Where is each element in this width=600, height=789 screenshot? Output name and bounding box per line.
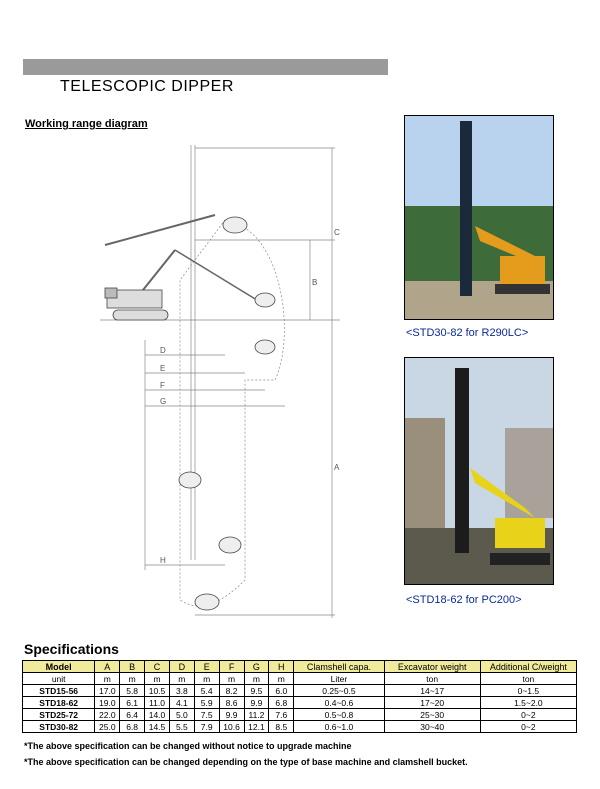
model-cell: STD30-82 xyxy=(23,721,95,733)
table-cell: 3.8 xyxy=(169,685,194,697)
dim-label-e: E xyxy=(160,364,166,373)
unit-cell: m xyxy=(169,673,194,685)
table-cell: 22.0 xyxy=(95,709,120,721)
unit-cell: m xyxy=(95,673,120,685)
table-cell: 0~2 xyxy=(480,721,576,733)
table-cell: 5.0 xyxy=(169,709,194,721)
unit-cell: m xyxy=(244,673,269,685)
working-range-diagram xyxy=(95,140,345,620)
table-cell: 1.5~2.0 xyxy=(480,697,576,709)
diagram-drawing xyxy=(95,140,345,620)
header-d: D xyxy=(169,661,194,673)
unit-cell: m xyxy=(145,673,170,685)
table-cell: 6.1 xyxy=(120,697,145,709)
unit-cell: m xyxy=(219,673,244,685)
table-cell: 8.6 xyxy=(219,697,244,709)
table-cell: 11.2 xyxy=(244,709,269,721)
table-cell: 6.8 xyxy=(120,721,145,733)
photo-std30-82 xyxy=(404,115,554,320)
header-a: A xyxy=(95,661,120,673)
table-cell: 4.1 xyxy=(169,697,194,709)
table-cell: 10.5 xyxy=(145,685,170,697)
unit-cell: m xyxy=(194,673,219,685)
table-cell: 30~40 xyxy=(384,721,480,733)
table-cell: 0.25~0.5 xyxy=(294,685,384,697)
header-c: C xyxy=(145,661,170,673)
header-model: Model xyxy=(23,661,95,673)
specifications-table xyxy=(22,660,577,733)
table-cell: 25.0 xyxy=(95,721,120,733)
header-excavator-weight: Excavator weight xyxy=(384,661,480,673)
header-additional-weight: Additional C/weight xyxy=(480,661,576,673)
dim-label-d: D xyxy=(160,346,166,355)
dim-label-c: C xyxy=(334,228,340,237)
table-cell: 9.5 xyxy=(244,685,269,697)
header-g: G xyxy=(244,661,269,673)
table-cell: 0.4~0.6 xyxy=(294,697,384,709)
table-row xyxy=(23,721,577,733)
header-e: E xyxy=(194,661,219,673)
table-cell: 7.6 xyxy=(269,709,294,721)
photo-caption-1: <STD30-82 for R290LC> xyxy=(406,327,529,339)
unit-cell: m xyxy=(269,673,294,685)
table-cell: 14.5 xyxy=(145,721,170,733)
table-cell: 14.0 xyxy=(145,709,170,721)
table-cell: 17.0 xyxy=(95,685,120,697)
table-cell: 7.9 xyxy=(194,721,219,733)
table-cell: 19.0 xyxy=(95,697,120,709)
table-cell: 6.0 xyxy=(269,685,294,697)
table-cell: 12.1 xyxy=(244,721,269,733)
table-cell: 5.8 xyxy=(120,685,145,697)
table-cell: 5.5 xyxy=(169,721,194,733)
page-title: TELESCOPIC DIPPER xyxy=(60,78,234,95)
model-cell: STD25-72 xyxy=(23,709,95,721)
table-cell: 11.0 xyxy=(145,697,170,709)
table-row xyxy=(23,697,577,709)
table-row xyxy=(23,685,577,697)
model-cell: STD15-56 xyxy=(23,685,95,697)
table-cell: 14~17 xyxy=(384,685,480,697)
header-f: F xyxy=(219,661,244,673)
top-bar xyxy=(23,59,388,75)
table-header-row xyxy=(23,661,577,673)
table-unit-row xyxy=(23,673,577,685)
footnote-2: *The above specification can be changed depending on the type of base machine and clamshell bucket. xyxy=(24,757,468,767)
table-cell: 8.2 xyxy=(219,685,244,697)
photo-std18-62 xyxy=(404,357,554,585)
specifications-heading: Specifications xyxy=(24,641,119,657)
table-cell: 5.9 xyxy=(194,697,219,709)
unit-cell: m xyxy=(120,673,145,685)
dim-label-f: F xyxy=(160,381,165,390)
unit-cell: Liter xyxy=(294,673,384,685)
table-cell: 0.6~1.0 xyxy=(294,721,384,733)
header-clamshell: Clamshell capa. xyxy=(294,661,384,673)
table-cell: 7.5 xyxy=(194,709,219,721)
table-row xyxy=(23,709,577,721)
header-h: H xyxy=(269,661,294,673)
table-cell: 0~1.5 xyxy=(480,685,576,697)
excavator-base xyxy=(105,288,168,320)
dim-label-h: H xyxy=(160,556,166,565)
table-cell: 25~30 xyxy=(384,709,480,721)
table-cell: 17~20 xyxy=(384,697,480,709)
unit-cell: ton xyxy=(480,673,576,685)
photo-caption-2: <STD18-62 for PC200> xyxy=(406,594,522,606)
dim-label-g: G xyxy=(160,397,167,406)
unit-cell: unit xyxy=(23,673,95,685)
table-cell: 0.5~0.8 xyxy=(294,709,384,721)
table-cell: 9.9 xyxy=(219,709,244,721)
header-b: B xyxy=(120,661,145,673)
table-cell: 10.6 xyxy=(219,721,244,733)
section-heading: Working range diagram xyxy=(25,118,148,130)
table-cell: 6.4 xyxy=(120,709,145,721)
table-cell: 0~2 xyxy=(480,709,576,721)
model-cell: STD18-62 xyxy=(23,697,95,709)
table-cell: 9.9 xyxy=(244,697,269,709)
table-cell: 5.4 xyxy=(194,685,219,697)
table-cell: 8.5 xyxy=(269,721,294,733)
footnote-1: *The above specification can be changed without notice to upgrade machine xyxy=(24,741,352,751)
dim-label-b: B xyxy=(312,278,318,287)
table-cell: 6.8 xyxy=(269,697,294,709)
unit-cell: ton xyxy=(384,673,480,685)
dim-label-a: A xyxy=(334,463,340,472)
